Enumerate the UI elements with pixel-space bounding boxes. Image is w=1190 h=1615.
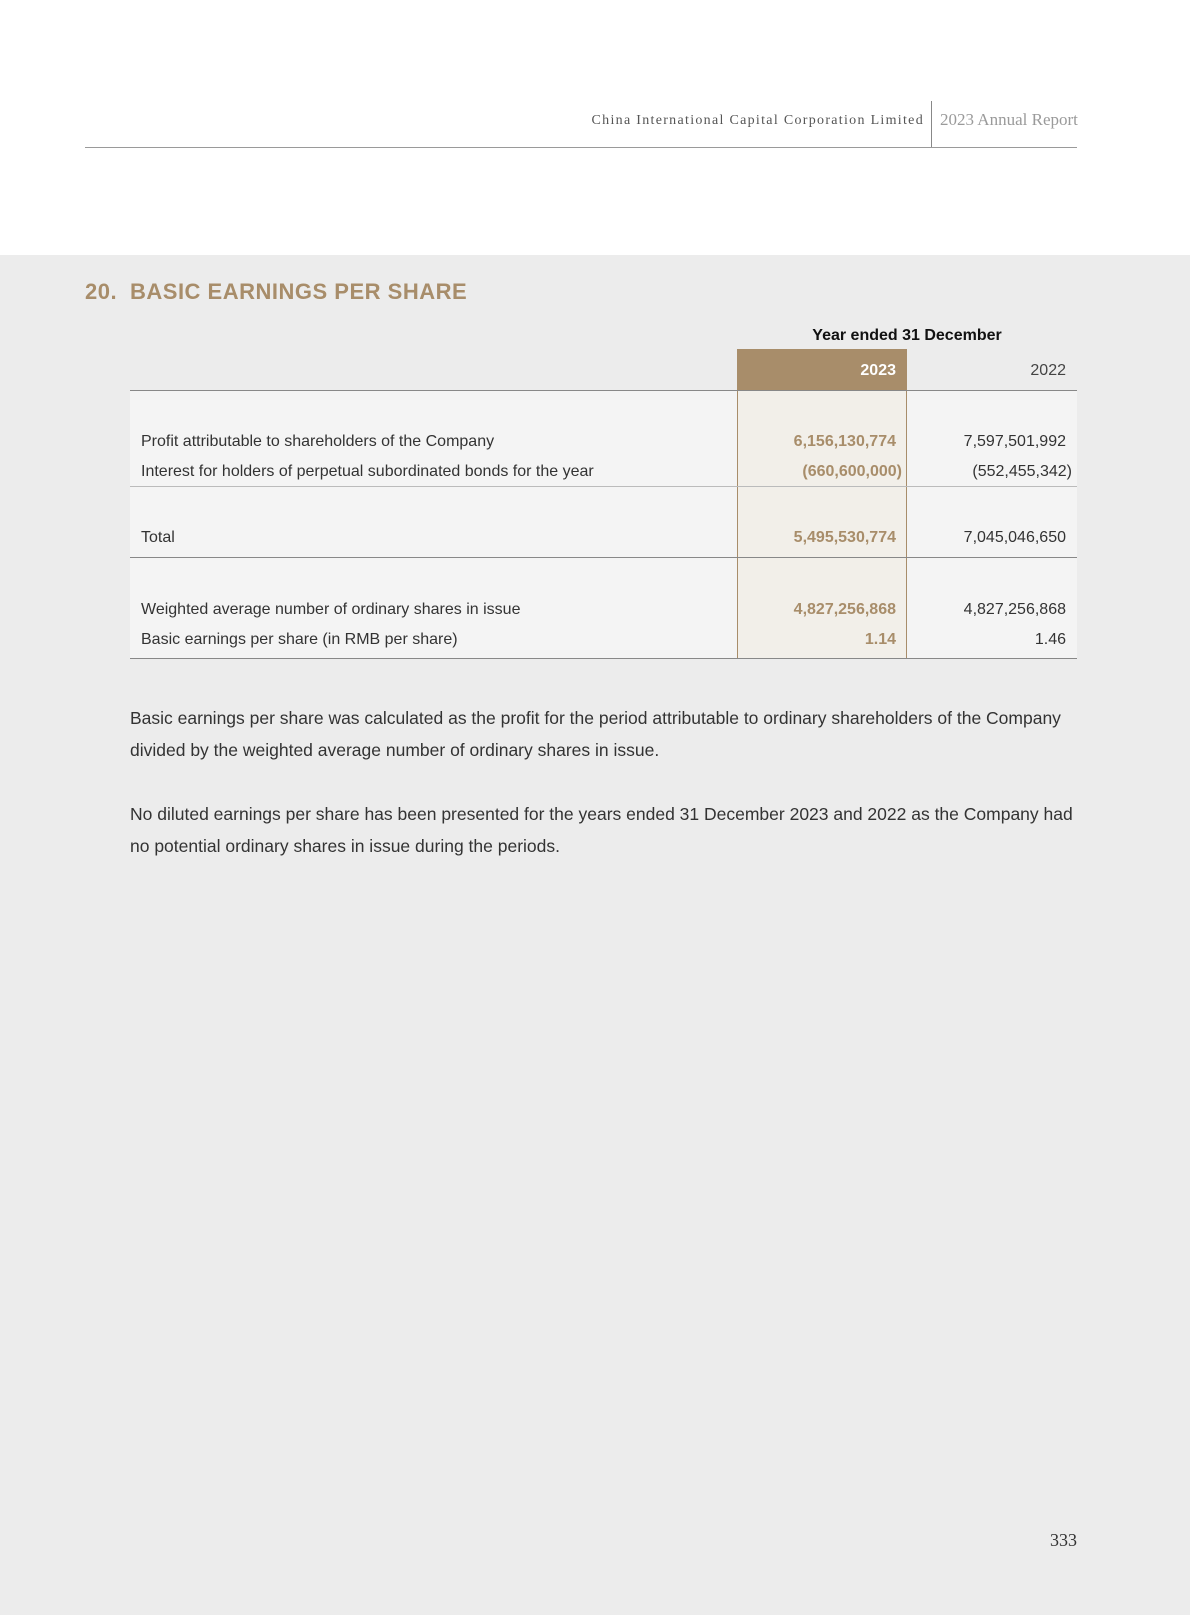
value-2023: (660,600,000) — [802, 463, 902, 480]
section-title — [85, 279, 467, 305]
value-2022: 4,827,256,868 — [963, 601, 1066, 618]
header-company-name: China International Capital Corporation Limited — [591, 113, 924, 128]
value-2023: 4,827,256,868 — [793, 601, 896, 618]
page-number: 333 — [1050, 1530, 1077, 1550]
row-label: Basic earnings per share (in RMB per share) — [141, 631, 458, 648]
row-label: Total — [141, 529, 175, 546]
period-heading: Year ended 31 December — [812, 327, 1002, 344]
paragraph-basic-eps: Basic earnings per share was calculated as the profit for the period attributable to ordinary shareholders of the Company divided by the weighted average number of ordinary shares in issue. — [130, 708, 1061, 760]
table-row-profit — [130, 433, 1077, 457]
header-rule — [85, 147, 1077, 148]
row-label: Interest for holders of perpetual subordinated bonds for the year — [141, 463, 594, 480]
row-label: Weighted average number of ordinary shares in issue — [141, 601, 521, 618]
table-row-weighted-shares — [130, 601, 1077, 625]
table-rule-top — [130, 390, 1077, 391]
value-2023: 6,156,130,774 — [793, 433, 896, 450]
value-2022: 7,045,046,650 — [963, 529, 1066, 546]
value-2022: 7,597,501,992 — [963, 433, 1066, 450]
table-rule-bottom — [130, 658, 1077, 659]
value-2022: 1.46 — [1034, 631, 1066, 648]
column-header-2023: 2023 — [737, 349, 907, 390]
value-2023: 1.14 — [864, 631, 896, 648]
table-row-bond-interest — [130, 463, 1077, 487]
table-row-basic-eps — [130, 631, 1077, 655]
header-report-title: 2023 Annual Report — [940, 110, 1078, 129]
row-label: Profit attributable to shareholders of the Company — [141, 433, 495, 450]
paragraph-diluted-eps: No diluted earnings per share has been presented for the years ended 31 December 2023 and 2022 as the Company had no potential ordinary shares in issue during the periods. — [130, 804, 1073, 856]
section-title-text: BASIC EARNINGS PER SHARE — [130, 279, 468, 304]
table-row-total — [130, 529, 1077, 553]
header-separator — [931, 101, 932, 147]
section-number: 20. — [85, 279, 118, 304]
value-2023: 5,495,530,774 — [793, 529, 896, 546]
table-rule-total — [130, 557, 1077, 558]
value-2022: (552,455,342) — [972, 463, 1072, 480]
column-header-2022: 2022 — [1030, 362, 1066, 379]
